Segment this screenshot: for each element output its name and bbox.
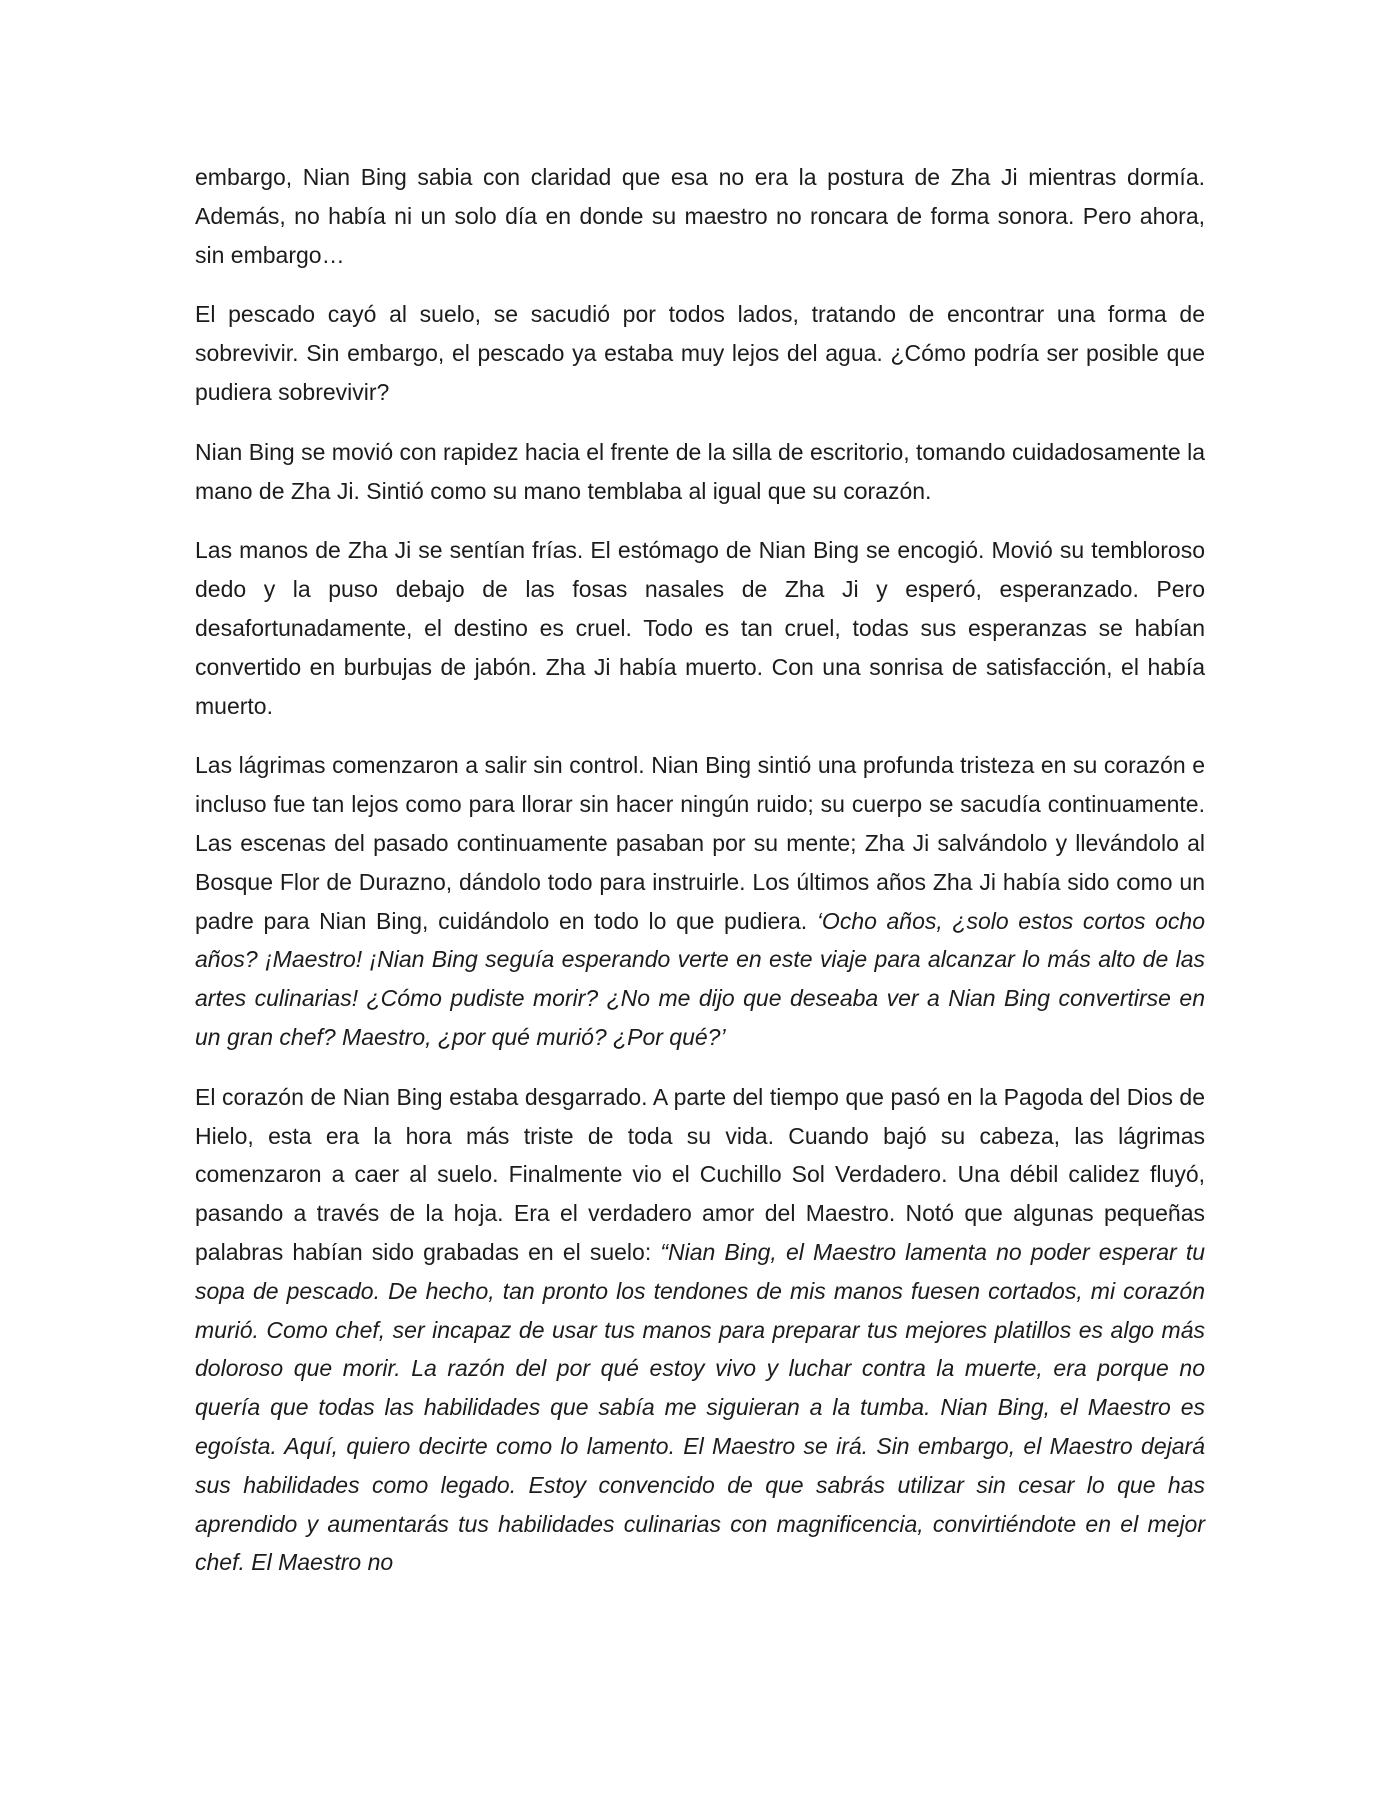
paragraph <box>195 158 1205 274</box>
paragraph-italic-text: ‘Ocho años, ¿solo estos cortos ocho años? ¡Maestro! ¡Nian Bing seguía esperando verte en este viaje para alcanzar lo más alto de las artes culinarias! ¿Cómo pudiste morir? ¿No me dijo que deseaba ver a Nian Bing convertirse en un gran chef? Maestro, ¿por qué murió? ¿Por qué?’ <box>195 907 1205 1050</box>
paragraph <box>195 433 1205 511</box>
paragraph-italic-text: “Nian Bing, el Maestro lamenta no poder esperar tu sopa de pescado. De hecho, tan pronto los tendones de mis manos fuesen cortados, mi corazón murió. Como chef, ser incapaz de usar tus manos para preparar tus mejores platillos es algo más doloroso que morir. La razón del por qué estoy vivo y luchar contra la muerte, era porque no quería que todas las habilidades que sabía me siguieran a la tumba. Nian Bing, el Maestro es egoísta. Aquí, quiero decirte como lo lamento. El Maestro se irá. Sin embargo, el Maestro dejará sus habilidades como legado. Estoy convencido de que sabrás utilizar sin cesar lo que has aprendido y aumentarás tus habilidades culinarias con magnificencia, convirtiéndote en el mejor chef. El Maestro no <box>195 1238 1206 1576</box>
paragraph-text: El pescado cayó al suelo, se sacudió por todos lados, tratando de encontrar una forma de sobrevivir. Sin embargo, el pescado ya estaba muy lejos del agua. ¿Cómo podría ser posible que pudiera sobrevivir? <box>195 301 1205 405</box>
paragraph <box>195 1078 1205 1582</box>
paragraph <box>195 295 1205 411</box>
paragraph-text: Las manos de Zha Ji se sentían frías. El estómago de Nian Bing se encogió. Movió su tembloroso dedo y la puso debajo de las fosas nasales de Zha Ji y esperó, esperanzado. Pero desafortunadamente, el destino es cruel. Todo es tan cruel, todas sus esperanzas se habían convertido en burbujas de jabón. Zha Ji había muerto. Con una sonrisa de satisfacción, el había muerto. <box>195 537 1205 719</box>
paragraph <box>195 531 1205 725</box>
paragraph-text: El corazón de Nian Bing estaba desgarrado. A parte del tiempo que pasó en la Pagoda del Dios de Hielo, esta era la hora más triste de toda su vida. Cuando bajó su cabeza, las lágrimas comenzaron a caer al suelo. Finalmente vio el Cuchillo Sol Verdadero. Una débil calidez fluyó, pasando a través de la hoja. Era el verdadero amor del Maestro. Notó que algunas pequeñas palabras habían sido grabadas en el suelo: <box>195 1083 1205 1265</box>
paragraph <box>195 746 1205 1056</box>
paragraph-text: Las lágrimas comenzaron a salir sin control. Nian Bing sintió una profunda tristeza en su corazón e incluso fue tan lejos como para llorar sin hacer ningún ruido; su cuerpo se sacudía continuamente. Las escenas del pasado continuamente pasaban por su mente; Zha Ji salvándolo y llevándolo al Bosque Flor de Durazno, dándolo todo para instruirle. Los últimos años Zha Ji había sido como un padre para Nian Bing, cuidándolo en todo lo que pudiera. <box>195 752 1205 934</box>
document-body <box>195 158 1205 1582</box>
paragraph-text: Nian Bing se movió con rapidez hacia el frente de la silla de escritorio, tomando cuidadosamente la mano de Zha Ji. Sintió como su mano temblaba al igual que su corazón. <box>195 438 1206 504</box>
paragraph-text: embargo, Nian Bing sabia con claridad que esa no era la postura de Zha Ji mientras dormía. Además, no había ni un solo día en donde su maestro no roncara de forma sonora. Pero ahora, sin embargo… <box>195 164 1205 268</box>
